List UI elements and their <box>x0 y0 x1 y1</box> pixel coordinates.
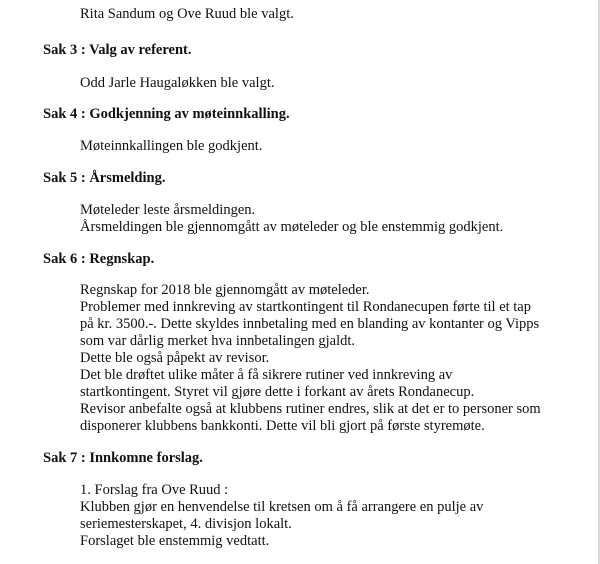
sak7-line-3: seriemesterskapet, 4. divisjon lokalt. <box>80 516 292 532</box>
sak6-line-2: Problemer med innkreving av startkontingent til Rondanecupen førte til et tap <box>80 299 531 315</box>
section-heading-sak7: Sak 7 : Innkomne forslag. <box>43 450 203 466</box>
sak6-line-7: startkontingent. Styret vil gjøre dette i forkant av årets Rondanecup. <box>80 384 475 400</box>
sak4-line-1: Møteinnkallingen ble godkjent. <box>80 138 263 154</box>
elected-text: Rita Sandum og Ove Ruud ble valgt. <box>80 6 294 22</box>
section-heading-sak4: Sak 4 : Godkjenning av møteinnkalling. <box>43 106 290 122</box>
sak6-line-5: Dette ble også påpekt av revisor. <box>80 350 270 366</box>
sak7-line-2: Klubben gjør en henvendelse til kretsen om å få arrangere en pulje av <box>80 499 484 515</box>
sak3-line-1: Odd Jarle Haugaløkken ble valgt. <box>80 75 275 91</box>
sak6-line-3: på kr. 3500.-. Dette skyldes innbetaling med en blanding av kontanter og Vipps <box>80 316 540 332</box>
section-heading-sak5: Sak 5 : Årsmelding. <box>43 170 166 186</box>
sak5-line-1: Møteleder leste årsmeldingen. <box>80 202 256 218</box>
sak5-line-2: Årsmeldingen ble gjennomgått av møteleder og ble enstemmig godkjent. <box>80 219 504 235</box>
sak6-line-8: Revisor anbefalte også at klubbens rutiner endres, slik at det er to personer som <box>80 401 541 417</box>
section-heading-sak3: Sak 3 : Valg av referent. <box>43 42 192 58</box>
sak7-line-4: Forslaget ble enstemmig vedtatt. <box>80 533 270 549</box>
sak6-line-4: som var dårlig merket hva innbetalingen gjaldt. <box>80 333 356 349</box>
sak6-line-1: Regnskap for 2018 ble gjennomgått av møteleder. <box>80 282 370 298</box>
section-heading-sak6: Sak 6 : Regnskap. <box>43 251 155 267</box>
sak6-line-9: disponerer klubbens bankkonti. Dette vil bli gjort på første styremøte. <box>80 418 485 434</box>
sak6-line-6: Det ble drøftet ulike måter å få sikrere rutiner ved innkreving av <box>80 367 453 383</box>
sak7-line-1: 1. Forslag fra Ove Ruud : <box>80 482 229 498</box>
